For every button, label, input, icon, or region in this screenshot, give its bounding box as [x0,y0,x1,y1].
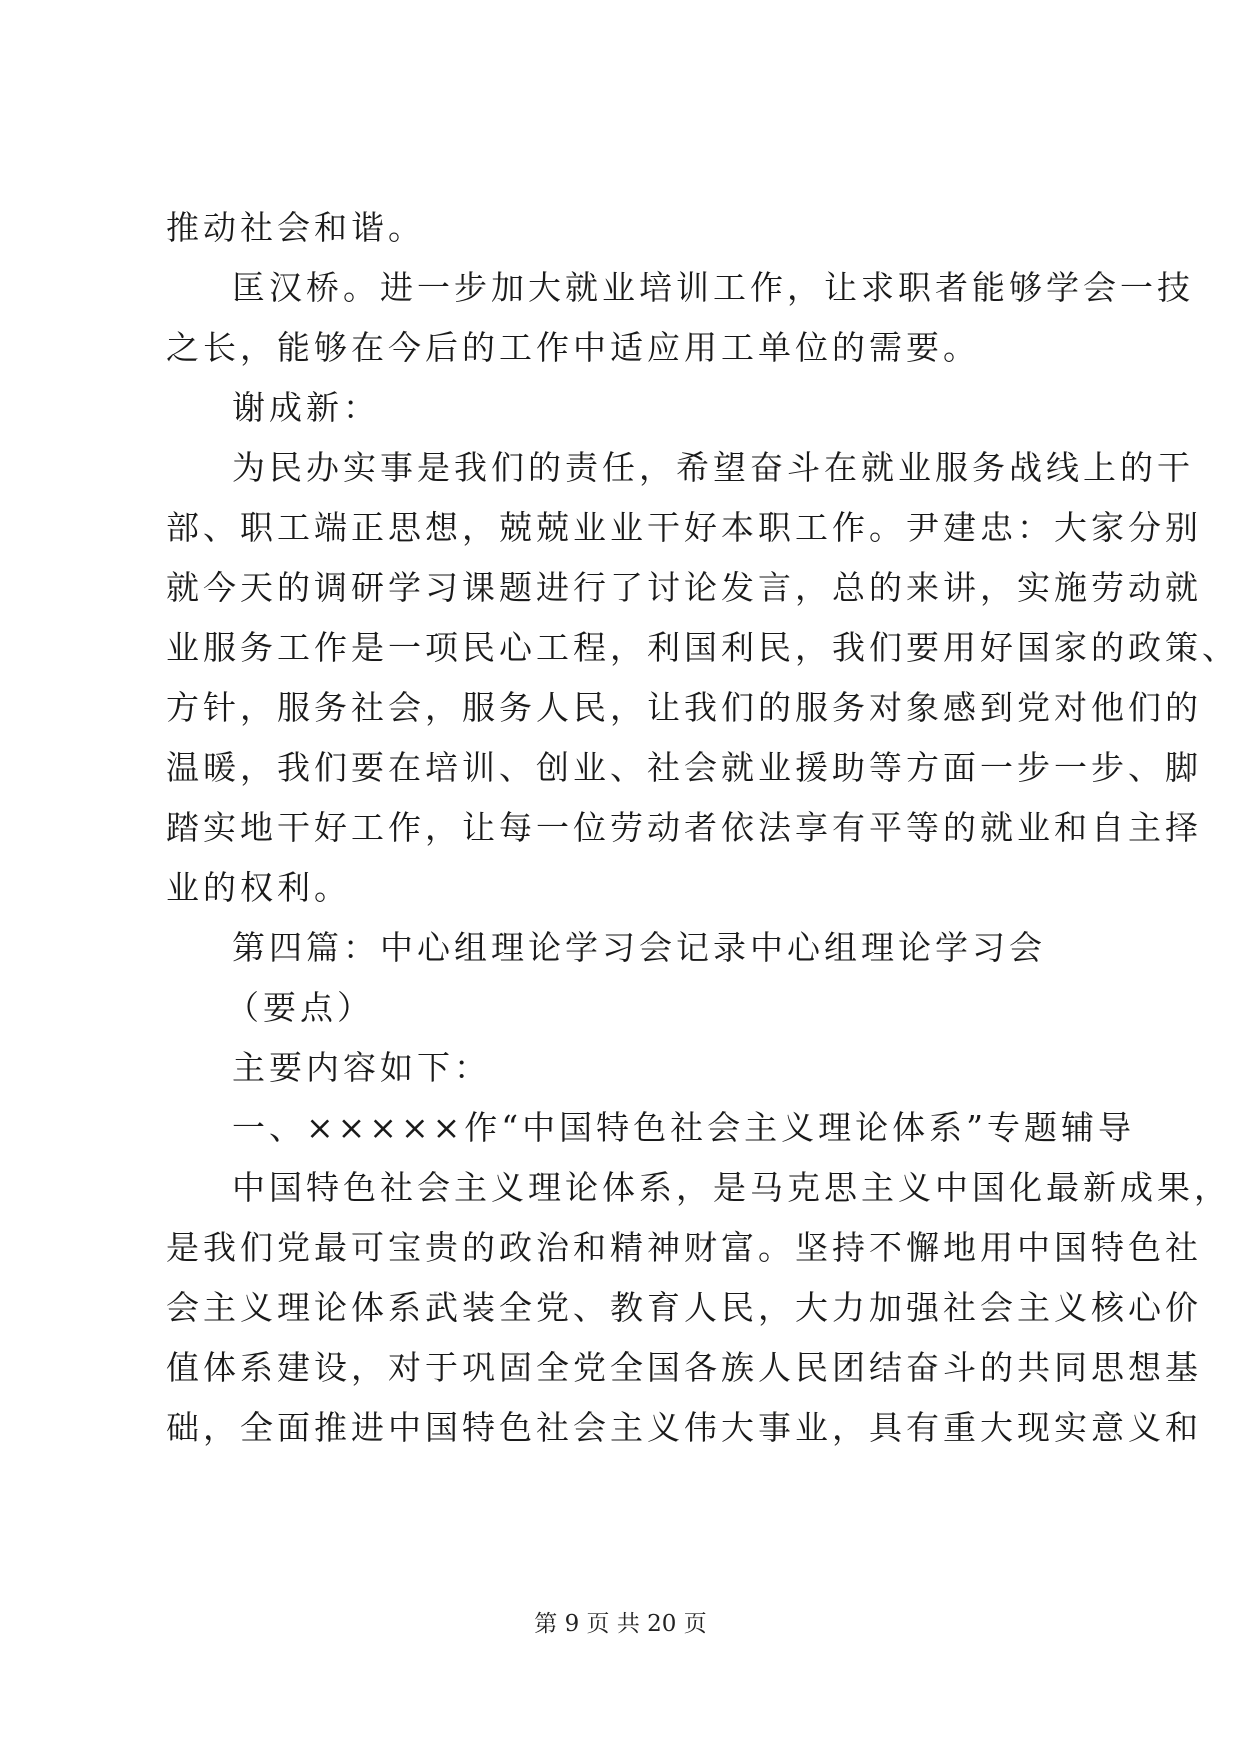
text-line: 业的权利。 [166,868,351,907]
text-line: 业服务工作是一项民心工程，利国利民，我们要用好国家的政策、 [166,628,1239,667]
page-number-footer: 第 9 页 共 20 页 [534,1611,707,1637]
text-line: 主要内容如下： [232,1048,491,1087]
text-line: 为民办实事是我们的责任，希望奋斗在就业服务战线上的干 [232,448,1194,487]
text-line: 部、职工端正思想，兢兢业业干好本职工作。尹建忠：大家分别 [166,508,1202,547]
text-line: 础，全面推进中国特色社会主义伟大事业，具有重大现实意义和 [166,1408,1202,1447]
text-line: 谢成新： [232,388,380,427]
text-line: 是我们党最可宝贵的政治和精神财富。坚持不懈地用中国特色社 [166,1228,1202,1267]
text-line: 会主义理论体系武装全党、教育人民，大力加强社会主义核心价 [166,1288,1202,1327]
text-line: 中国特色社会主义理论体系，是马克思主义中国化最新成果， [232,1168,1231,1207]
text-line: 踏实地干好工作，让每一位劳动者依法享有平等的就业和自主择 [166,808,1202,847]
text-line: 匡汉桥。进一步加大就业培训工作，让求职者能够学会一技 [232,268,1194,307]
text-line: 值体系建设，对于巩固全党全国各族人民团结奋斗的共同思想基 [166,1348,1202,1387]
text-line: 温暖，我们要在培训、创业、社会就业援助等方面一步一步、脚 [166,748,1202,787]
text-line: 推动社会和谐。 [166,208,425,247]
text-line: 之长，能够在今后的工作中适应用工单位的需要。 [166,328,980,367]
text-line: 方针，服务社会，服务人民，让我们的服务对象感到党对他们的 [166,688,1202,727]
text-line: 就今天的调研学习课题进行了讨论发言，总的来讲，实施劳动就 [166,568,1202,607]
section-heading: 第四篇：中心组理论学习会记录中心组理论学习会 [232,928,1046,967]
text-line: （要点） [226,988,374,1027]
text-line: 一、×××××作“中国特色社会主义理论体系”专题辅导 [232,1108,1135,1147]
